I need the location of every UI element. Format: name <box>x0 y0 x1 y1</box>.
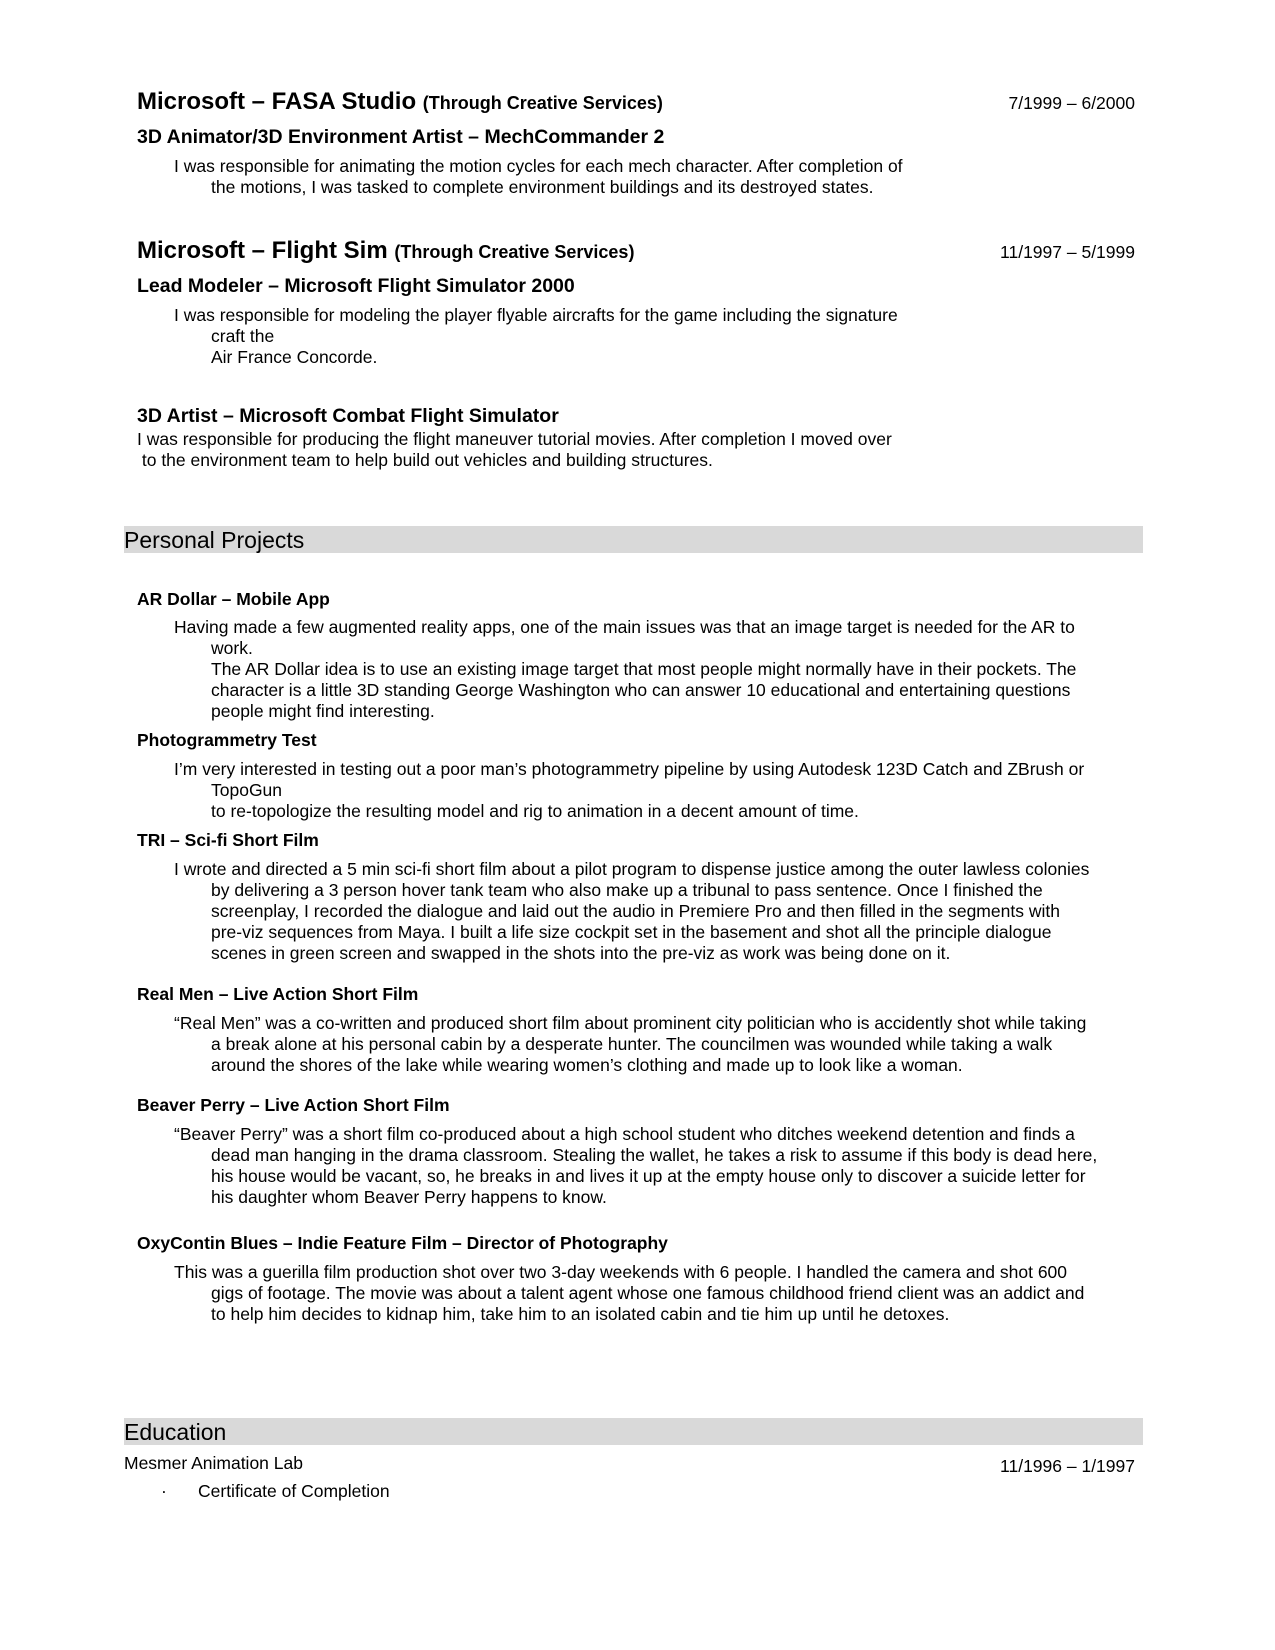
description-line: dead man hanging in the drama classroom. Stealing the wallet, he takes a risk to assume if this body is dead here, <box>211 1145 1098 1165</box>
description-line: to re-topologize the resulting model and rig to animation in a decent amount of time. <box>211 801 859 821</box>
description-line: people might find interesting. <box>211 701 435 721</box>
description-line: gigs of footage. The movie was about a talent agent whose one famous childhood friend client was an addict and <box>211 1283 1085 1303</box>
project-description <box>174 617 1076 722</box>
project-description <box>174 859 1089 964</box>
description-line: The AR Dollar idea is to use an existing image target that most people might normally have in their pockets. The <box>211 659 1077 679</box>
job-description <box>174 156 903 198</box>
employment-dates: 7/1999 – 6/2000 <box>1008 93 1135 113</box>
description-line: to the environment team to help build out vehicles and building structures. <box>137 450 713 470</box>
description-line: around the shores of the lake while wearing women’s clothing and made up to look like a woman. <box>211 1055 963 1075</box>
company-name <box>137 88 663 116</box>
description-line: I was responsible for animating the motion cycles for each mech character. After completion of <box>174 156 903 176</box>
section-heading: Education <box>124 1419 227 1445</box>
description-line: work. <box>211 638 253 658</box>
project-title: TRI – Sci-fi Short Film <box>137 830 319 850</box>
description-line: pre-viz sequences from Maya. I built a life size cockpit set in the basement and shot all the principle dialogue <box>211 922 1052 942</box>
description-line: “Real Men” was a co-written and produced short film about prominent city politician who is accidently shot while taking <box>174 1013 1087 1033</box>
description-line: Air France Concorde. <box>211 347 378 367</box>
description-line: I was responsible for producing the flight maneuver tutorial movies. After completion I moved over <box>137 429 892 449</box>
job-role: Lead Modeler – Microsoft Flight Simulator 2000 <box>137 275 575 297</box>
section-heading: Personal Projects <box>124 527 305 553</box>
description-line: TopoGun <box>211 780 283 800</box>
job-role: 3D Animator/3D Environment Artist – MechCommander 2 <box>137 126 665 148</box>
description-line: by delivering a 3 person hover tank team who also make up a tribunal to pass sentence. Once I finished the <box>211 880 1043 900</box>
description-line: character is a little 3D standing George Washington who can answer 10 educational and entertaining questions <box>211 680 1071 700</box>
education-dates: 11/1996 – 1/1997 <box>1000 1456 1135 1476</box>
bullet: · <box>161 1481 167 1501</box>
job-role: 3D Artist – Microsoft Combat Flight Simulator <box>137 405 559 427</box>
project-description <box>174 1262 1084 1325</box>
description-line: I was responsible for modeling the player flyable aircrafts for the game including the signature <box>174 305 898 325</box>
job-description <box>174 305 898 368</box>
company-name <box>137 237 634 265</box>
project-title: Real Men – Live Action Short Film <box>137 984 419 1004</box>
description-line: I’m very interested in testing out a poor man’s photogrammetry pipeline by using Autodesk 123D Catch and ZBrush or <box>174 759 1085 779</box>
project-title: OxyContin Blues – Indie Feature Film – Director of Photography <box>137 1233 668 1253</box>
project-title: Photogrammetry Test <box>137 730 317 750</box>
description-line: scenes in green screen and swapped in the shots into the pre-viz as work was being done on it. <box>211 943 951 963</box>
description-line: his house would be vacant, so, he breaks in and lives it up at the empty house only to discover a suicide letter for <box>211 1166 1086 1186</box>
job-description <box>137 429 892 471</box>
description-line: “Beaver Perry” was a short film co-produced about a high school student who ditches weekend detention and finds a <box>174 1124 1075 1144</box>
project-description <box>174 1013 1086 1076</box>
education-item: Certificate of Completion <box>198 1481 390 1501</box>
company-note: (Through Creative Services) <box>394 242 635 262</box>
description-line: Having made a few augmented reality apps, one of the main issues was that an image target is needed for the AR to <box>174 617 1075 637</box>
description-line: to help him decides to kidnap him, take him to an isolated cabin and tie him up until he detoxes. <box>211 1304 950 1324</box>
school-name: Mesmer Animation Lab <box>124 1453 303 1473</box>
description-line: his daughter whom Beaver Perry happens to know. <box>211 1187 607 1207</box>
employment-dates: 11/1997 – 5/1999 <box>1000 242 1135 262</box>
project-title: AR Dollar – Mobile App <box>137 589 330 609</box>
description-line: screenplay, I recorded the dialogue and laid out the audio in Premiere Pro and then filled in the segments with <box>211 901 1060 921</box>
description-line: the motions, I was tasked to complete environment buildings and its destroyed states. <box>211 177 874 197</box>
section-bar <box>124 1418 1143 1445</box>
company-name-text: Microsoft – FASA Studio <box>137 88 417 115</box>
project-description <box>174 1124 1097 1208</box>
description-line: I wrote and directed a 5 min sci-fi short film about a pilot program to dispense justice among the outer lawless colonies <box>174 859 1090 879</box>
description-line: a break alone at his personal cabin by a desperate hunter. The councilmen was wounded while taking a walk <box>211 1034 1053 1054</box>
description-line: This was a guerilla film production shot over two 3-day weekends with 6 people. I handled the camera and shot 600 <box>174 1262 1068 1282</box>
description-line: craft the <box>211 326 275 346</box>
project-description <box>174 759 1084 822</box>
company-name-text: Microsoft – Flight Sim <box>137 237 388 264</box>
project-title: Beaver Perry – Live Action Short Film <box>137 1095 450 1115</box>
company-note: (Through Creative Services) <box>422 93 663 113</box>
